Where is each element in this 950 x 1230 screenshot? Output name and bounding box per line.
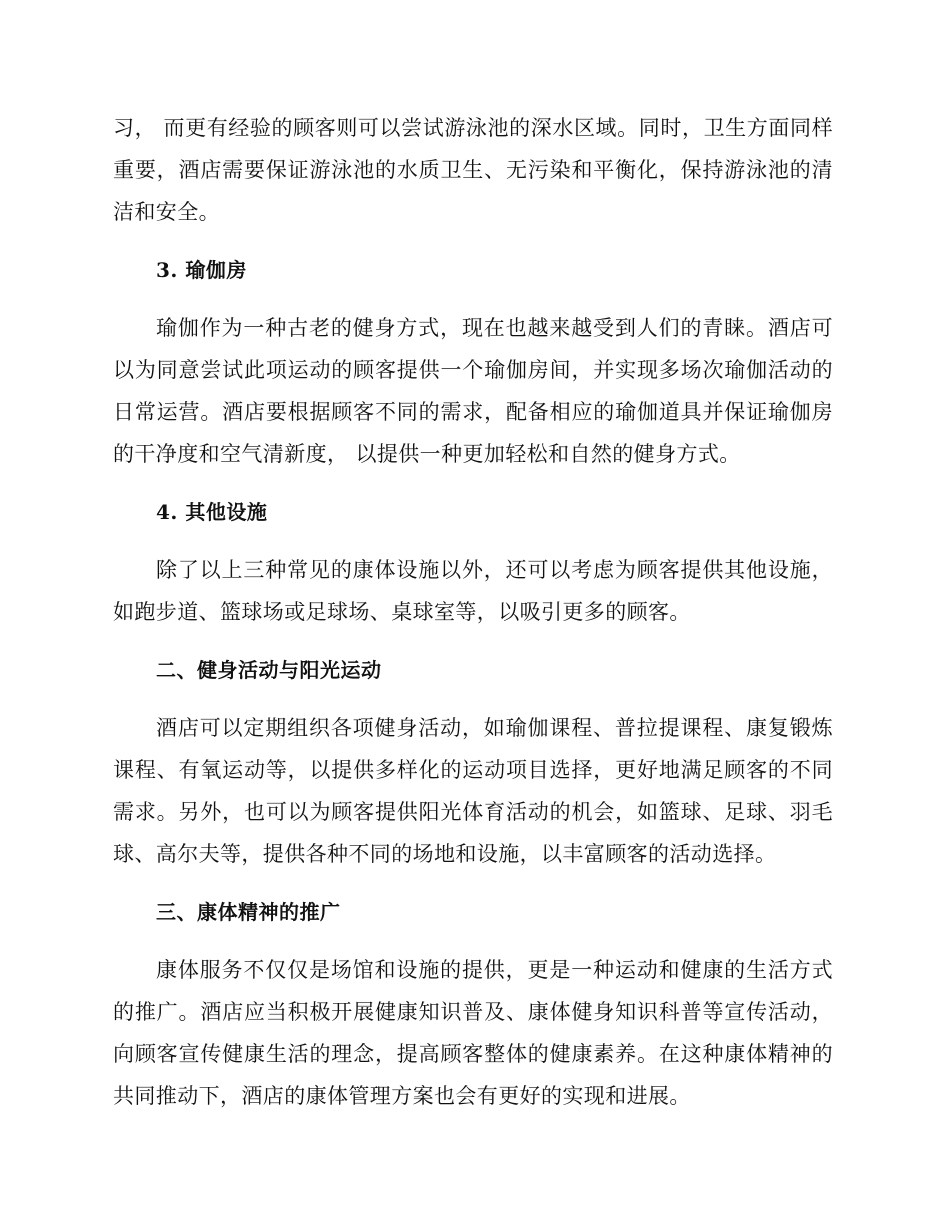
- spacer: [113, 233, 833, 249]
- spacer: [113, 533, 833, 549]
- heading-wellness-promotion: 三、康体精神的推广: [156, 900, 341, 924]
- spacer: [113, 875, 833, 891]
- paragraph-pool-hygiene: 习， 而更有经验的顾客则可以尝试游泳池的深水区域。同时，卫生方面同样重要，酒店需要保证游泳池的水质卫生、无污染和平衡化，保持游泳池的清洁和安全。: [113, 116, 833, 224]
- paragraph-other-facilities: 除了以上三种常见的康体设施以外，还可以考虑为顾客提供其他设施，如跑步道、篮球场或足球场、桌球室等，以吸引更多的顾客。: [113, 558, 833, 624]
- document-body: [113, 107, 833, 1117]
- spacer: [113, 633, 833, 649]
- paragraph-wellness-promotion: 康体服务不仅仅是场馆和设施的提供，更是一种运动和健康的生活方式的推广。酒店应当积极开展健康知识普及、康体健身知识科普等宣传活动，向顾客宣传健康生活的理念，提高顾客整体的健康素养。在这种康体精神的共同推动下，酒店的康体管理方案也会有更好的实现和进展。: [113, 958, 833, 1108]
- spacer: [113, 475, 833, 491]
- spacer: [113, 691, 833, 707]
- heading-yoga-room: 3. 瑜伽房: [156, 258, 247, 282]
- spacer: [113, 933, 833, 949]
- heading-other-facilities: 4. 其他设施: [156, 500, 268, 524]
- paragraph-yoga-room: 瑜伽作为一种古老的健身方式，现在也越来越受到人们的青睐。酒店可以为同意尝试此项运动的顾客提供一个瑜伽房间，并实现多场次瑜伽活动的日常运营。酒店要根据顾客不同的需求，配备相应的瑜伽道具并保证瑜伽房的干净度和空气清新度， 以提供一种更加轻松和自然的健身方式。: [113, 316, 833, 466]
- spacer: [113, 291, 833, 307]
- heading-fitness-activities: 二、健身活动与阳光运动: [156, 658, 382, 682]
- paragraph-fitness-activities: 酒店可以定期组织各项健身活动，如瑜伽课程、普拉提课程、康复锻炼课程、有氧运动等，以提供多样化的运动项目选择，更好地满足顾客的不同需求。另外，也可以为顾客提供阳光体育活动的机会，如篮球、足球、羽毛球、高尔夫等，提供各种不同的场地和设施，以丰富顾客的活动选择。: [113, 716, 833, 866]
